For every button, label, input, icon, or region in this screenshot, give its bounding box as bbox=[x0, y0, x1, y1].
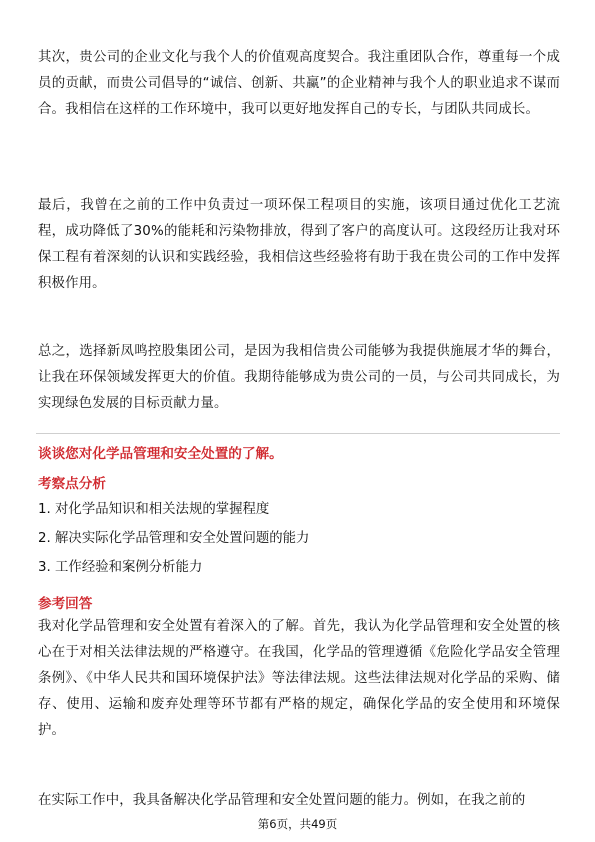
page-number-footer: 第6页，共49页 bbox=[257, 817, 338, 831]
analysis-label: 考察点分析 bbox=[38, 476, 106, 492]
paragraph-culture-fit: 其次，贵公司的企业文化与我个人的价值观高度契合。我注重团队合作，尊重每一个成员的贡献，而贵公司倡导的“诚信、创新、共赢”的企业精神与我个人的职业追求不谋而合。我相信在这样的工作环境中，我可以更好地发挥自己的专长，与团队共同成长。 bbox=[38, 50, 560, 117]
section-divider bbox=[36, 433, 560, 434]
analysis-point: 3. 工作经验和案例分析能力 bbox=[38, 560, 203, 575]
question-heading: 谈谈您对化学品管理和安全处置的了解。 bbox=[38, 446, 283, 462]
answer-paragraph: 在实际工作中，我具备解决化学品管理和安全处置问题的能力。例如，在我之前的 bbox=[38, 793, 526, 808]
analysis-point: 2. 解决实际化学品管理和安全处置问题的能力 bbox=[38, 531, 310, 546]
answer-label: 参考回答 bbox=[38, 596, 93, 612]
paragraph-project-experience: 最后，我曾在之前的工作中负责过一项环保工程项目的实施，该项目通过优化工艺流程，成功降低了30%的能耗和污染物排放，得到了客户的高度认可。这段经历让我对环保工程有着深刻的认识和实践经验，我相信这些经验将有助于我在贵公司的工作中发挥积极作用。 bbox=[38, 198, 560, 291]
paragraph-conclusion: 总之，选择新凤鸣控股集团公司，是因为我相信贵公司能够为我提供施展才华的舞台，让我在环保领域发挥更大的价值。我期待能够成为贵公司的一员，与公司共同成长，为实现绿色发展的目标贡献力量。 bbox=[38, 344, 560, 411]
answer-paragraph: 我对化学品管理和安全处置有着深入的了解。首先，我认为化学品管理和安全处置的核心在于对相关法律法规的严格遵守。在我国，化学品的管理遵循《危险化学品安全管理条例》、《中华人民共和国环境保护法》等法律法规。这些法律法规对化学品的采购、储存、使用、运输和废弃处理等环节都有严格的规定，确保化学品的安全使用和环境保护。 bbox=[38, 619, 560, 738]
analysis-point: 1. 对化学品知识和相关法规的掌握程度 bbox=[38, 502, 270, 517]
